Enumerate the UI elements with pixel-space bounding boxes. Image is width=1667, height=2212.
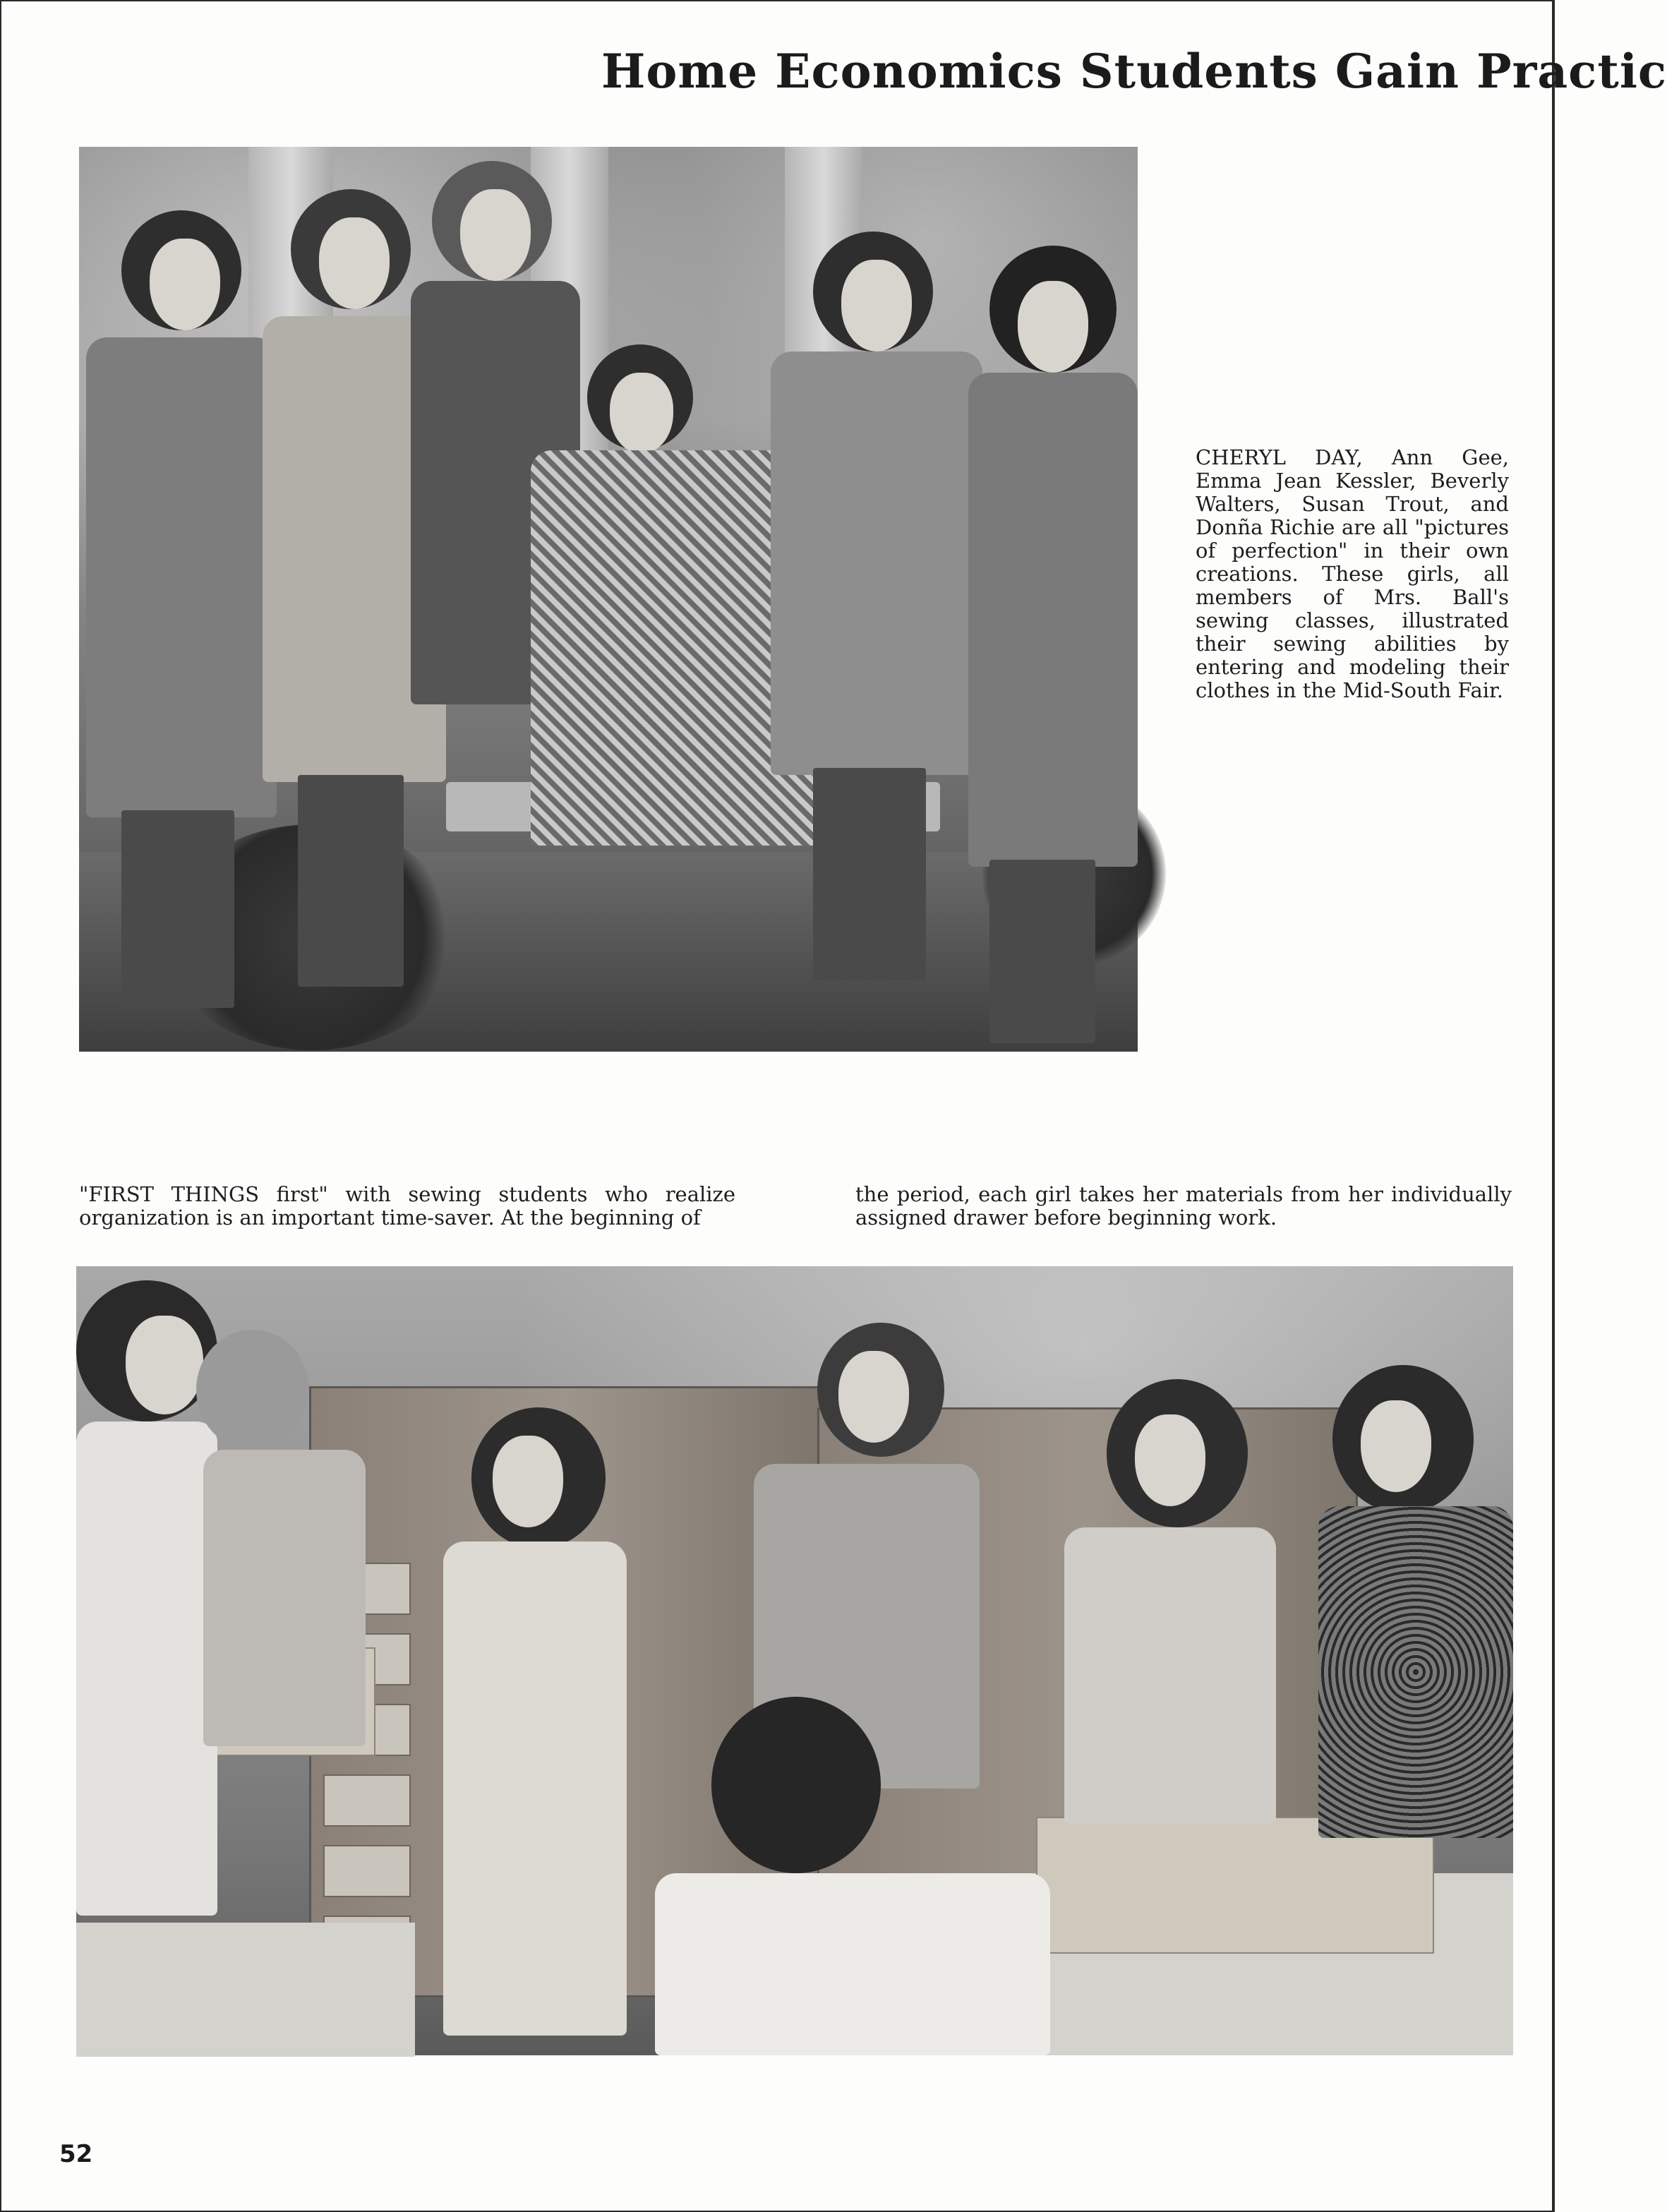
student-dress [968, 373, 1138, 867]
drawer-cubby [323, 1845, 411, 1897]
student-blouse [203, 1450, 366, 1746]
student-face [1361, 1400, 1431, 1492]
student-blouse [655, 1873, 1050, 2055]
bottom-photo-caption-right: the period, each girl takes her materials from her individually assigned drawer before beginning work. [855, 1182, 1512, 1230]
student-face [1135, 1414, 1205, 1506]
student-legs [121, 810, 234, 1008]
student-face [841, 260, 912, 351]
student-face [126, 1316, 203, 1414]
student-face [1018, 281, 1088, 373]
student-hair [711, 1697, 881, 1873]
student-face [319, 217, 390, 309]
top-photo-caption: CHERYL DAY, Ann Gee, Emma Jean Kessler, Beverly Walters, Susan Trout, and Donña Richie are all "pictures of perfection" in their own creations. These girls, all members of Mrs. Ball's sewing classes, illustrated their sewing abilities by entering and modeling their clothes in the Mid-South Fair. [1196, 445, 1509, 702]
student-legs [298, 775, 404, 987]
student-dress [86, 337, 277, 817]
student-legs [813, 768, 926, 980]
photo-students-outdoors [79, 147, 1138, 1052]
student-hair [196, 1330, 309, 1450]
student-face [838, 1351, 909, 1443]
student-face [150, 239, 220, 330]
work-table [76, 1923, 415, 2057]
page-headline: Home Economics Students Gain Practic [601, 44, 1667, 99]
student-dress [1064, 1527, 1276, 1824]
student-dress [443, 1541, 627, 2036]
student-face [610, 373, 673, 454]
student-face [493, 1436, 563, 1527]
student-legs [989, 860, 1095, 1043]
student-face [460, 189, 531, 281]
photo-sewing-classroom [76, 1266, 1513, 2055]
page-number: 52 [59, 2140, 93, 2168]
student-dress [1318, 1506, 1513, 1838]
bottom-photo-caption-left: "FIRST THINGS first" with sewing students who realize organization is an important time-saver. At the beginning of [79, 1182, 735, 1230]
student-blouse [76, 1421, 217, 1916]
student-dress [771, 351, 982, 775]
drawer-cubby [323, 1774, 411, 1827]
